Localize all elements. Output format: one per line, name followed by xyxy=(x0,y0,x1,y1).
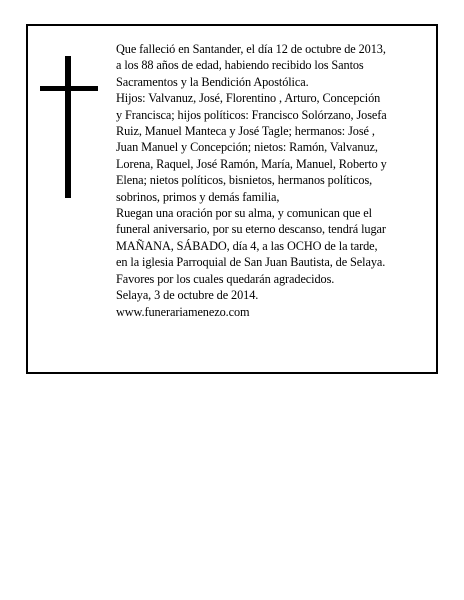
website-url: www.funerariamenezo.com xyxy=(116,304,250,319)
obituary-line: Favores por los cuales quedarán agradecidos. xyxy=(116,271,335,286)
obituary-line: Selaya, 3 de octubre de 2014. xyxy=(116,288,259,303)
obituary-line: sobrinos, primos y demás familia, xyxy=(116,189,280,204)
cross-icon xyxy=(40,56,98,198)
obituary-line: Que falleció en Santander, el día 12 de octubre de 2013, xyxy=(116,42,386,56)
obituary-line: Juan Manuel y Concepción; nietos: Ramón, Valvanuz, xyxy=(116,140,378,155)
obituary-line: funeral aniversario, por su eterno descanso, tendrá lugar xyxy=(116,222,386,237)
obituary-text xyxy=(116,41,434,320)
cross-vertical-bar xyxy=(65,56,71,198)
obituary-line: a los 88 años de edad, habiendo recibido los Santos xyxy=(116,58,364,73)
obituary-line: Ruiz, Manuel Manteca y José Tagle; hermanos: José , xyxy=(116,124,375,139)
obituary-notice-frame xyxy=(26,24,438,374)
obituary-line: Hijos: Valvanuz, José, Florentino , Arturo, Concepción xyxy=(116,91,381,106)
obituary-line: Sacramentos y la Bendición Apostólica. xyxy=(116,74,309,89)
cross-horizontal-bar xyxy=(40,86,98,91)
obituary-line: Elena; nietos políticos, bisnietos, hermanos políticos, xyxy=(116,173,373,188)
obituary-line: en la iglesia Parroquial de San Juan Bautista, de Selaya. xyxy=(116,255,386,270)
obituary-line: Lorena, Raquel, José Ramón, María, Manuel, Roberto y xyxy=(116,156,387,171)
obituary-line: Ruegan una oración por su alma, y comunican que el xyxy=(116,206,372,221)
obituary-line: MAÑANA, SÁBADO, día 4, a las OCHO de la tarde, xyxy=(116,238,378,253)
obituary-line: y Francisca; hijos políticos: Francisco Solórzano, Josefa xyxy=(116,107,387,122)
